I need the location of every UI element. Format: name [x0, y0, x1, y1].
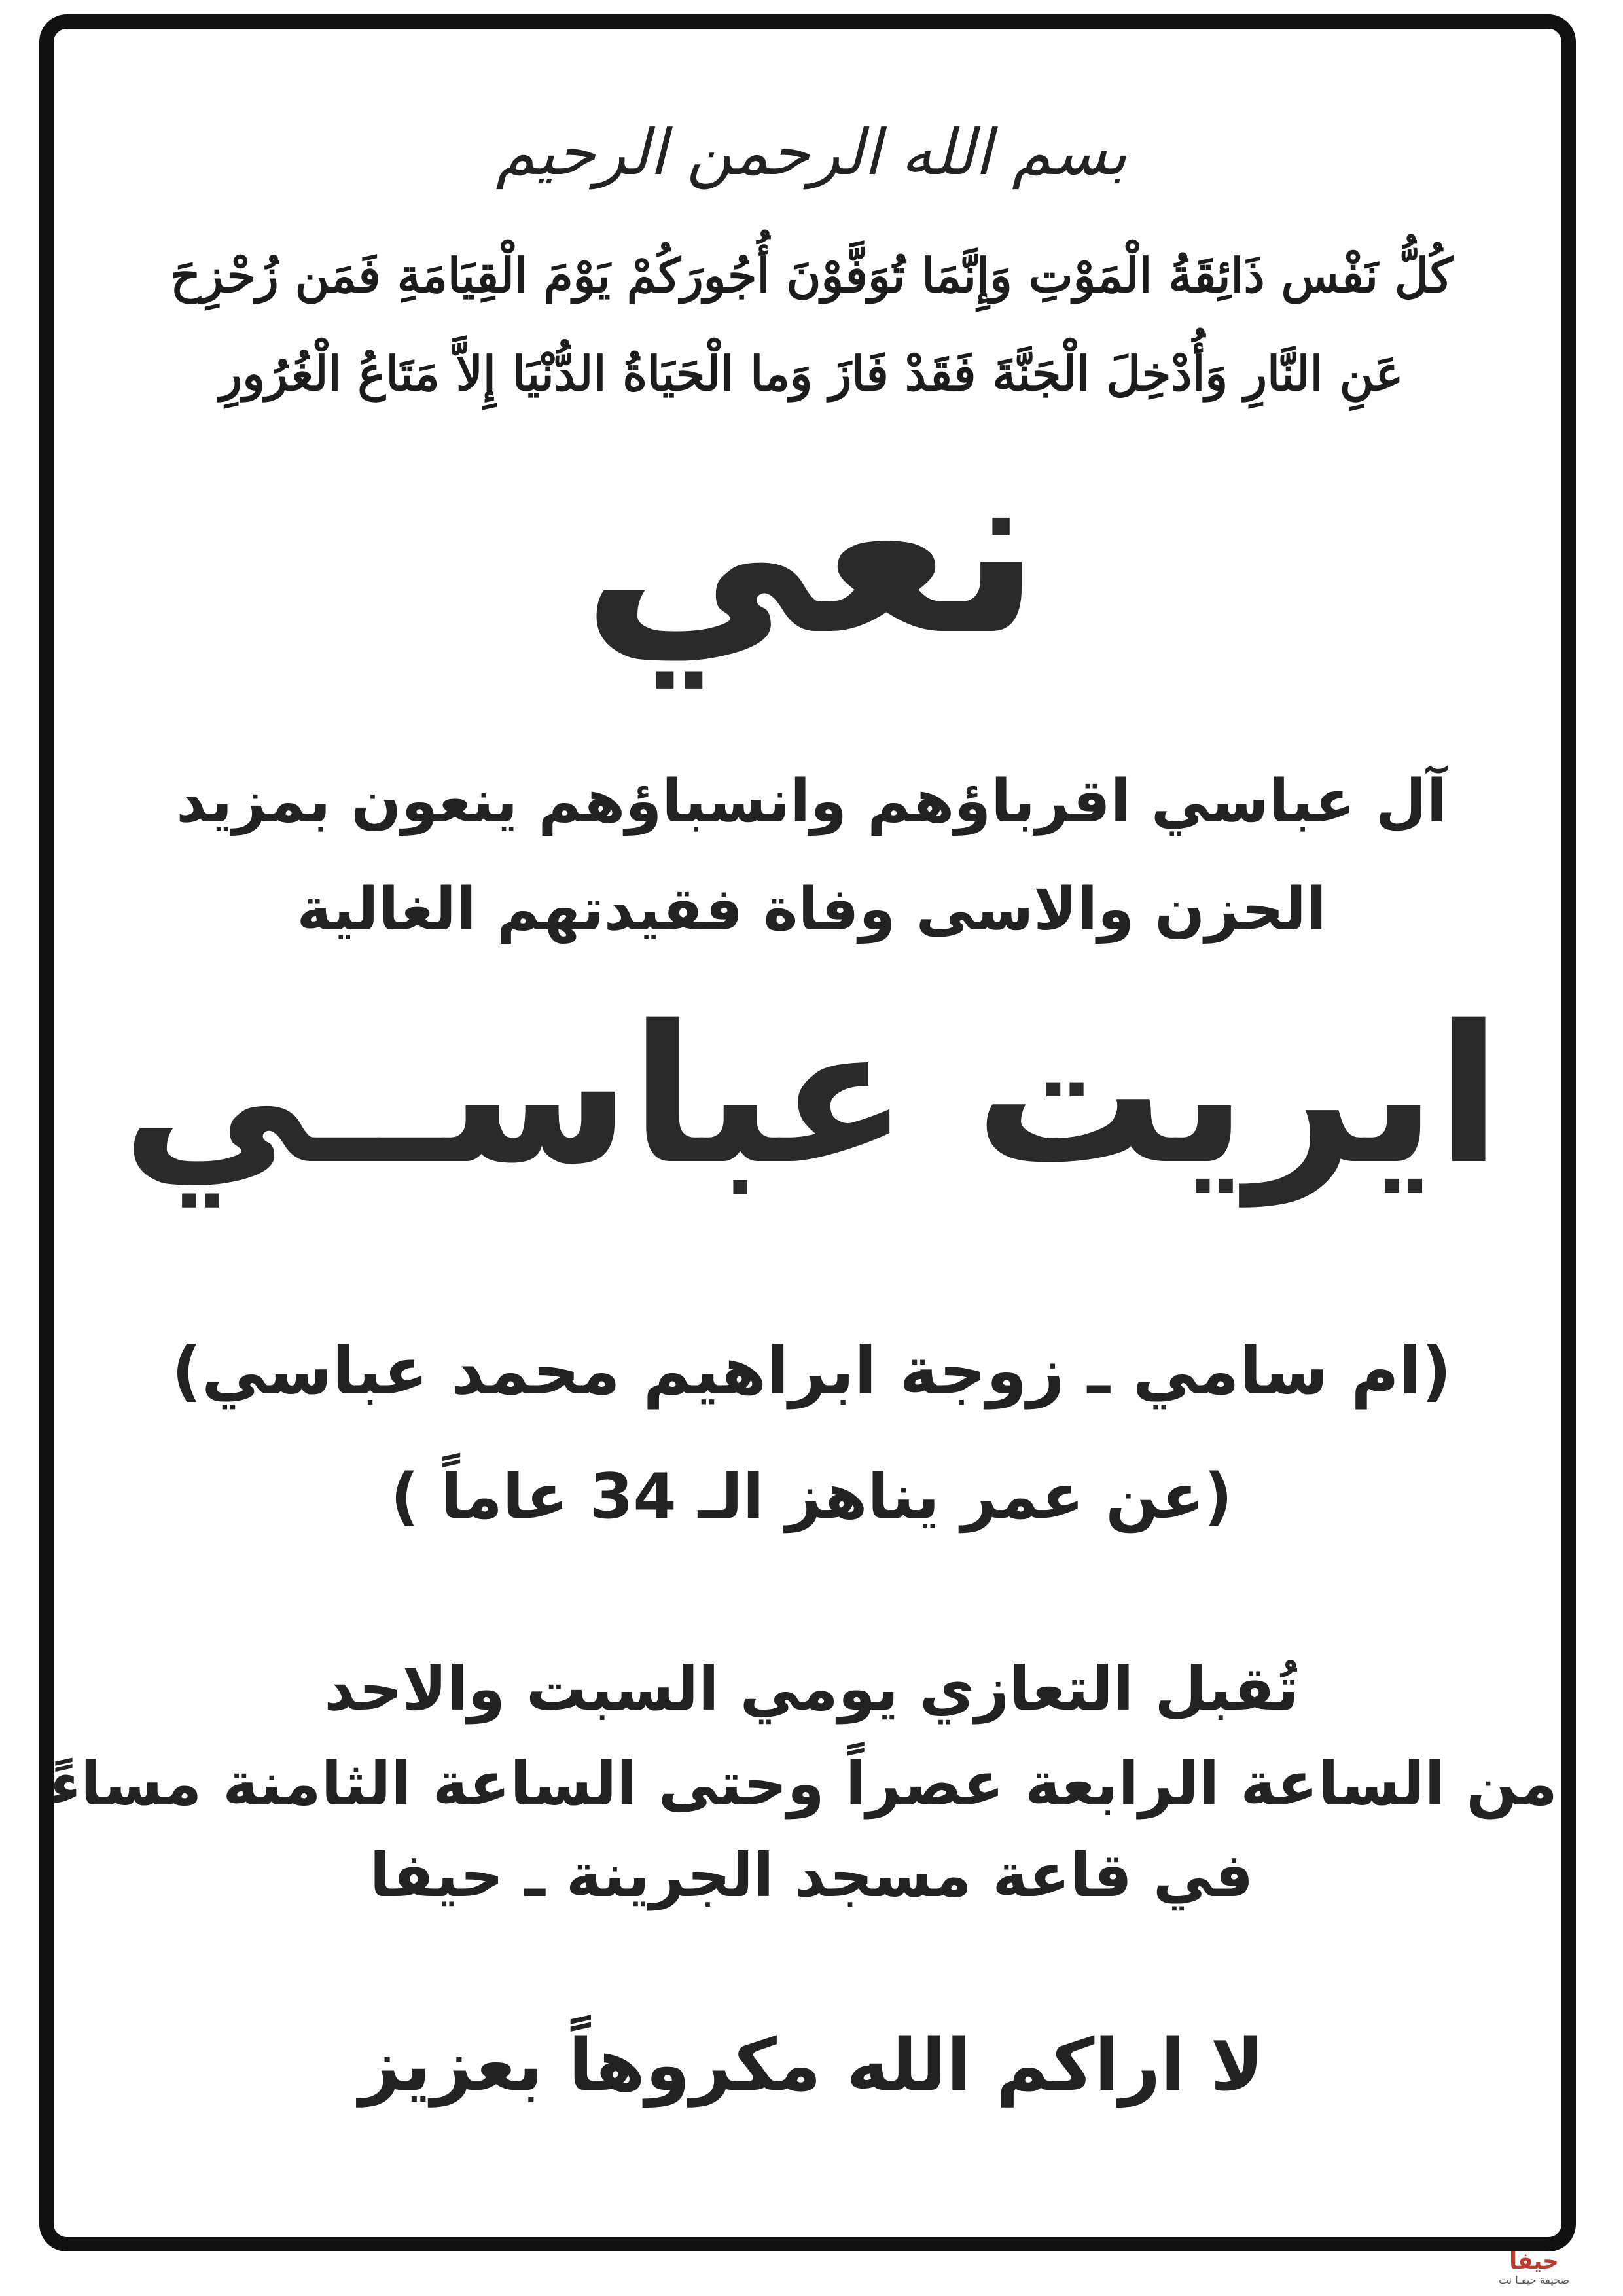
deceased-name: ايريت عباســي	[122, 986, 1501, 1206]
deceased-age: (عن عمر يناهز الـ 34 عاماً )	[390, 1461, 1233, 1533]
intro-line-2: الحزن والاسى وفاة فقيدتهم الغالية	[296, 875, 1327, 944]
watermark-main-text: حيفا	[1509, 2248, 1559, 2274]
watermark-sub-text: صحيفة حيفـا نت	[1498, 2274, 1570, 2286]
intro-line-1: آل عباسي اقرباؤهم وانسباؤهم ينعون بمزيد	[176, 767, 1447, 836]
condolence-days: تُقبل التعازي يومي السبت والاحد	[324, 1654, 1299, 1724]
notice-title: نعي	[581, 412, 1042, 687]
quran-verse-line-2: عَنِ النَّارِ وَأُدْخِلَ الْجَنَّةَ فَقَدْ فَازَ وَما الْحَيَاةُ الدُّنْيَا إِلاَّ مَتَاعُ الْغُرُورِ	[219, 346, 1404, 401]
closing-phrase: لا اراكم الله مكروهاً بعزيز	[359, 2023, 1264, 2107]
condolence-location: في قاعة مسجد الجرينة ـ حيفا	[369, 1840, 1254, 1910]
site-watermark-logo	[1469, 2250, 1599, 2289]
condolence-hours: من الساعة الرابعة عصراً وحتى الساعة الثامنة مساءً	[50, 1749, 1558, 1819]
quran-verse-line-1: كُلُّ نَفْس ذَائِقَةُ الْمَوْتِ وَإِنَّمَا تُوَفَّوْنَ أُجُورَكُمْ يَوْمَ الْقِيَامَةِ فَمَن زُحْزِحَ	[170, 247, 1453, 303]
basmala: بسم الله الرحمن الرحيم	[495, 116, 1128, 189]
deceased-relation: (ام سامي ـ زوجة ابراهيم محمد عباسي)	[171, 1333, 1452, 1409]
